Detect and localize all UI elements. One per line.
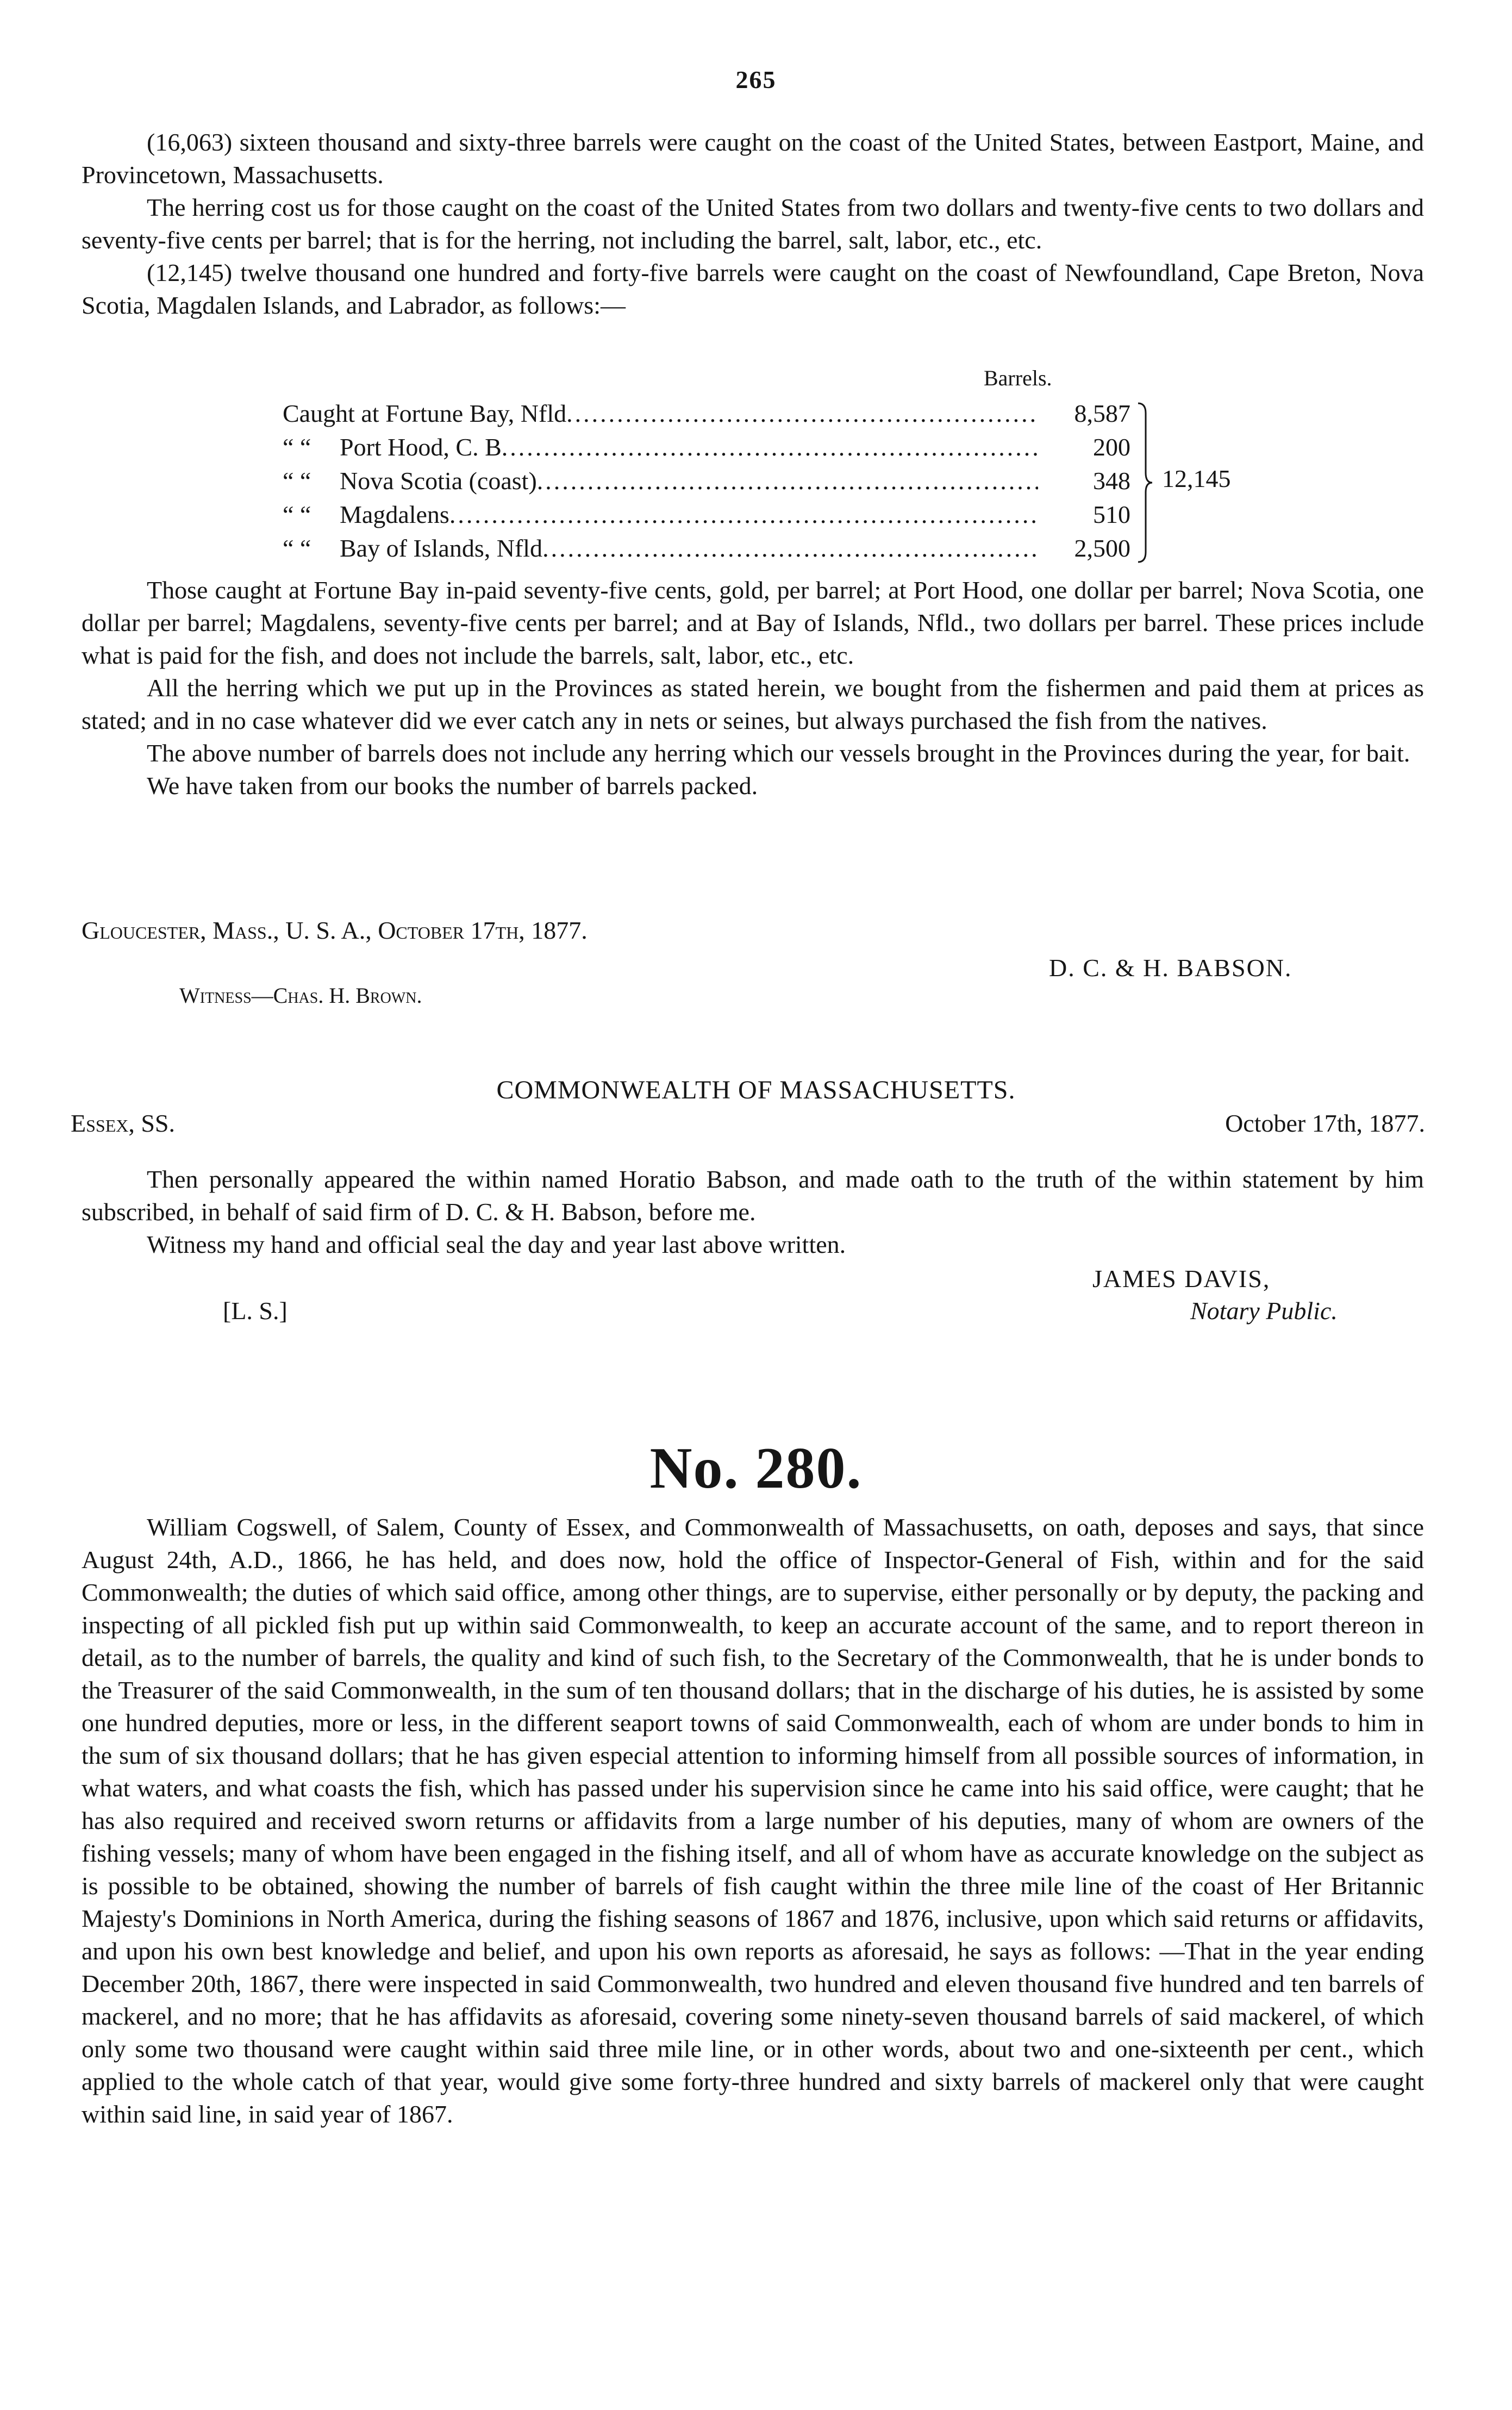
leader-dots <box>449 498 1038 532</box>
row-place: Magdalens <box>340 501 449 528</box>
catch-table <box>283 397 1130 565</box>
oath-paragraphs <box>82 1163 1424 1261</box>
paragraph-bait: The above number of barrels does not include any herring which our vessels brought in the Provinces during the year, for bait. <box>147 739 1410 767</box>
table-total: 12,145 <box>1162 465 1231 492</box>
row-barrels: 8,587 <box>1074 399 1130 427</box>
leader-dots <box>537 464 1038 498</box>
cogswell-deposition <box>82 1511 1424 2131</box>
row-prefix: “ “ <box>283 534 311 562</box>
row-prefix: “ “ <box>283 501 311 528</box>
row-barrels: 348 <box>1093 467 1130 495</box>
document-number: No. 280. <box>649 1436 863 1501</box>
table-row <box>283 532 1130 565</box>
intro-paragraphs <box>82 126 1424 322</box>
table-row <box>283 397 1130 430</box>
place-date: Gloucester, Mass., U. S. A., October 17th, 1877. <box>82 916 588 944</box>
row-barrels: 200 <box>1093 433 1130 461</box>
paragraph-purchase: All the herring which we put up in the Provinces as stated herein, we bought from the fishermen and paid them at prices as stated; and in no case whatever did we ever catch any in nets or seines, but always purchased the fish from the natives. <box>82 674 1424 734</box>
paragraph-us-cost: The herring cost us for those caught on the coast of the United States from two dollars and twenty-five cents to two dollars and seventy-five cents per barrel; that is for the herring, not including the barrel, salt, labor, etc., etc. <box>82 193 1424 254</box>
signatory: D. C. & H. BABSON. <box>1049 954 1292 982</box>
row-prefix: Caught at <box>283 399 379 427</box>
row-place: Fortune Bay, Nfld <box>385 399 567 427</box>
table-row <box>283 464 1130 498</box>
leader-dots <box>566 397 1038 430</box>
pricing-paragraphs <box>82 574 1424 802</box>
paragraph-us-catch: (16,063) sixteen thousand and sixty-three barrels were caught on the coast of the United States, between Eastport, Maine, and Provincetown, Massachusetts. <box>82 128 1424 189</box>
paragraph-provinces-catch: (12,145) twelve thousand one hundred and forty-five barrels were caught on the coast of Newfoundland, Cape Breton, Nova Scotia, Magdalen Islands, and Labrador, as follows:— <box>82 259 1424 319</box>
table-header-barrels: Barrels. <box>984 366 1052 390</box>
row-prefix: “ “ <box>283 433 311 461</box>
witness: Witness—Chas. H. Brown. <box>179 983 422 1008</box>
row-barrels: 510 <box>1093 501 1130 528</box>
row-barrels: 2,500 <box>1074 534 1130 562</box>
page-number: 265 <box>735 66 777 93</box>
right-brace-icon <box>1137 402 1153 563</box>
commonwealth-heading: COMMONWEALTH OF MASSACHUSETTS. <box>496 1076 1016 1104</box>
row-place: Nova Scotia (coast) <box>340 467 537 495</box>
seal: [L. S.] <box>223 1297 288 1325</box>
row-prefix: “ “ <box>283 467 311 495</box>
venue-date: October 17th, 1877. <box>1225 1109 1425 1137</box>
paragraph-books: We have taken from our books the number of barrels packed. <box>147 772 758 800</box>
notary-name: JAMES DAVIS, <box>1092 1265 1271 1293</box>
paragraph-witness-hand: Witness my hand and official seal the day and year last above written. <box>147 1231 846 1258</box>
row-place: Port Hood, C. B <box>340 433 502 461</box>
leader-dots <box>502 430 1038 464</box>
table-row <box>283 498 1130 532</box>
paragraph-oath: Then personally appeared the within named Horatio Babson, and made oath to the truth of the within statement by him subscribed, in behalf of said firm of D. C. & H. Babson, before me. <box>82 1165 1424 1226</box>
leader-dots <box>542 532 1038 565</box>
table-row <box>283 430 1130 464</box>
paragraph-deposition: William Cogswell, of Salem, County of Essex, and Commonwealth of Massachusetts, on oath, deposes and says, that since August 24th, A.D., 1866, he has held, and does now, hold the office of Inspector-General of Fish, within and for the said Commonwealth; the duties of which said office, among other things, are to supervise, either personally or by deputy, the packing and inspecting of all pickled fish put up within said Commonwealth, to keep an accurate account of the same, and to report thereon in detail, as to the number of barrels, the quality and kind of such fish, to the Secretary of the Commonwealth, that he is under bonds to the Treasurer of the said Commonwealth, in the sum of ten thousand dollars; that in the discharge of his duties, he is assisted by some one hundred deputies, more or less, in the different seaport towns of said Commonwealth, each of whom are under bonds to him in the sum of six thousand dollars; that he has given especial attention to informing himself from all possible sources of information, in what waters, and what coasts the fish, which has passed under his supervision since he came into his said office, were caught; that he has also required and received sworn returns or affidavits from a large number of his deputies, many of whom are owners of the fishing vessels; many of whom have been engaged in the fishing itself, and all of whom have as accurate knowledge on the subject as is possible to be obtained, showing the number of barrels of fish caught within the three mile line of the coast of Her Britannic Majesty's Dominions in North America, during the fishing seasons of 1867 and 1876, inclusive, upon which said returns or affidavits, and upon his own best knowledge and belief, and upon his own reports as aforesaid, he says as follows: —That in the year ending December 20th, 1867, there were inspected in said Commonwealth, two hundred and eleven thousand five hundred and ten barrels of mackerel, and no more; that he has affidavits as aforesaid, covering some ninety-seven thousand barrels of said mackerel, of which only some two thousand were caught within said three mile line, or in other words, about two and one-sixteenth per cent., which applied to the whole catch of that year, would give some forty-three hundred and sixty barrels of mackerel only that were caught within said line, in said year of 1867. <box>82 1513 1424 2128</box>
notary-title: Notary Public. <box>1190 1297 1338 1325</box>
row-place: Bay of Islands, Nfld <box>340 534 543 562</box>
venue: Essex, SS. <box>71 1109 176 1137</box>
paragraph-prices: Those caught at Fortune Bay in-paid seventy-five cents, gold, per barrel; at Port Hood, one dollar per barrel; Nova Scotia, one dollar per barrel; Magdalens, seventy-five cents per barrel; and at Bay of Islands, Nfld., two dollars per barrel. These prices include what is paid for the fish, and does not include the barrels, salt, labor, etc., etc. <box>82 576 1424 669</box>
